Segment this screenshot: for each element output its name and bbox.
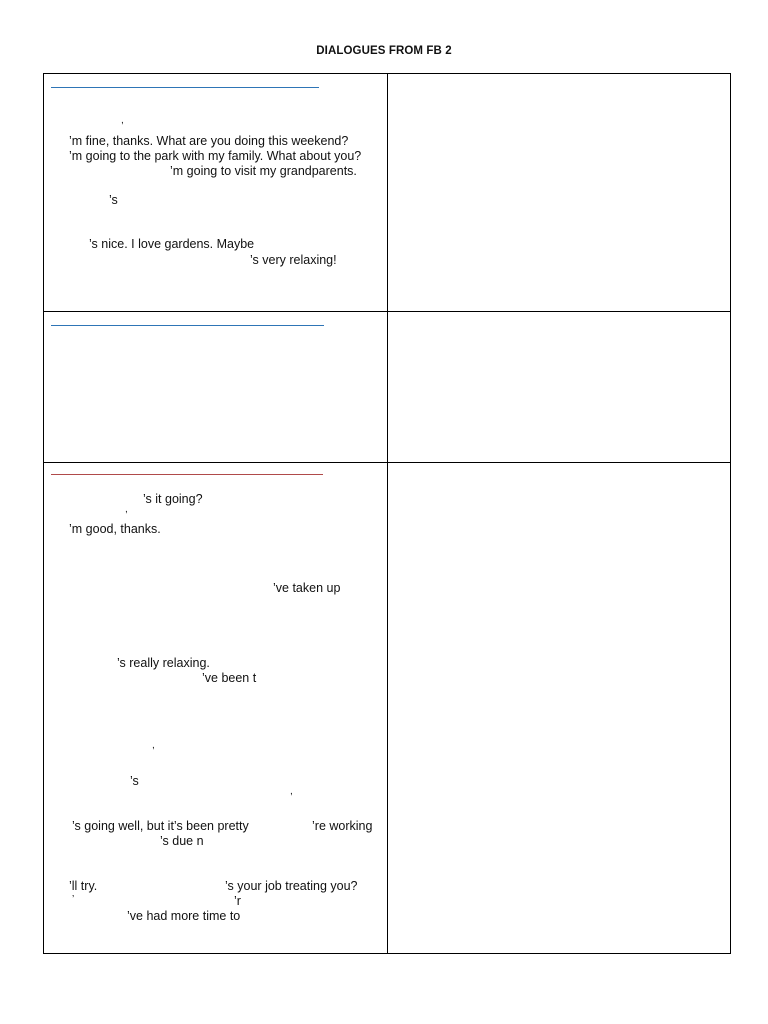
text-line: ’s xyxy=(109,193,118,207)
heading-underline-blue xyxy=(51,325,324,326)
text-line: ’s very relaxing! xyxy=(250,253,337,267)
text-line: ’s really relaxing. xyxy=(117,656,210,670)
text-line: ’m going to the park with my family. What about you? xyxy=(69,149,362,163)
text-line: ’s it going? xyxy=(143,492,203,506)
text-line: ’re working xyxy=(312,819,373,833)
document-title: DIALOGUES FROM FB 2 xyxy=(316,45,452,57)
text-line: ’s nice. I love gardens. Maybe xyxy=(89,237,255,251)
text-line: ’ xyxy=(72,894,75,905)
table-row-divider-2 xyxy=(44,462,730,463)
text-line: , xyxy=(152,740,155,751)
text-line: ’m going to visit my grandparents. xyxy=(170,164,357,178)
text-line: , xyxy=(121,115,124,126)
table-row-divider-1 xyxy=(44,311,730,312)
text-line: ’s going well, but it’s been pretty xyxy=(72,819,249,833)
text-line: ’ll try. xyxy=(69,879,98,893)
text-line: ’s xyxy=(130,774,139,788)
text-line: ’m fine, thanks. What are you doing this weekend? xyxy=(69,134,349,148)
heading-underline-blue xyxy=(51,87,319,88)
text-line: ’s due n xyxy=(160,834,204,848)
text-line: ’ve been t xyxy=(202,671,257,685)
table-column-divider xyxy=(387,74,388,953)
text-line: ’m good, thanks. xyxy=(69,522,161,536)
text-line: ’s your job treating you? xyxy=(225,879,358,893)
text-line: ’ve taken up xyxy=(273,581,341,595)
text-line: , xyxy=(290,786,293,797)
heading-underline-red xyxy=(51,474,323,475)
text-line: ’r xyxy=(234,894,241,908)
text-line: , xyxy=(125,504,128,515)
dialogue-table xyxy=(43,73,731,954)
text-line: ’ve had more time to xyxy=(127,909,241,923)
